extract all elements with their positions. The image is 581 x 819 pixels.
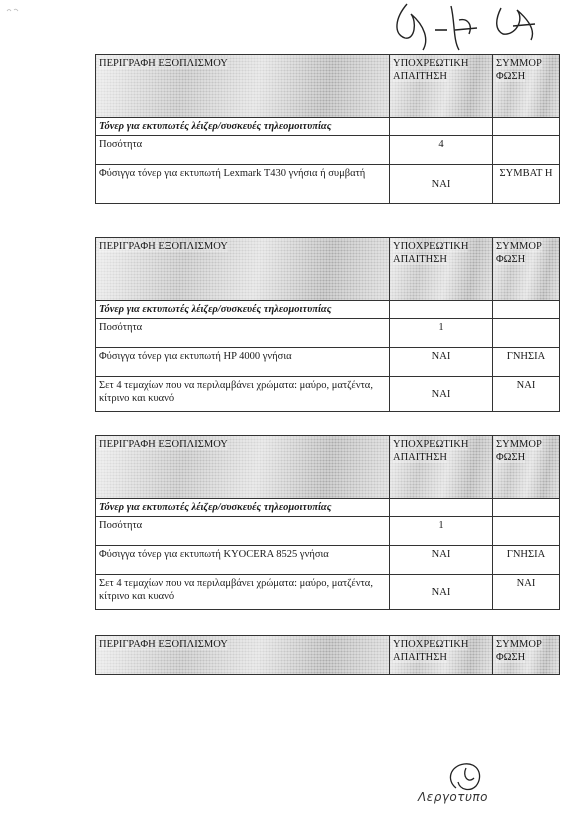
signature-initials-top [385,0,575,55]
header-requirement: ΥΠΟΧΡΕΩΤΙΚΗ ΑΠΑΙΤΗΣΗ [390,55,493,118]
equipment-table-4 [95,635,560,675]
row-compliance: ΣΥΜΒΑΤ Η [493,165,560,204]
row-description: Σετ 4 τεμαχίων που να περιλαμβάνει χρώματα: μαύρο, ματζέντα, κίτρινο και κυανό [96,377,390,412]
header-requirement: ΥΠΟΧΡΕΩΤΙΚΗ ΑΠΑΙΤΗΣΗ [390,436,493,499]
header-compliance: ΣΥΜΜΟΡ ΦΩΣΗ [493,636,560,675]
row-requirement: ΝΑΙ [390,546,493,575]
row-requirement: 4 [390,136,493,165]
row-requirement: ΝΑΙ [390,377,493,412]
row-requirement: ΝΑΙ [390,165,493,204]
section-title: Τόνερ για εκτυπωτές λέιζερ/συσκευές τηλεομοιτυπίας [96,499,390,517]
equipment-table-1 [95,54,560,204]
section-title: Τόνερ για εκτυπωτές λέιζερ/συσκευές τηλεομοιτυπίας [96,118,390,136]
header-description: ΠΕΡΙΓΡΑΦΗ ΕΞΟΠΛΙΣΜΟΥ [96,238,390,301]
margin-mark [6,6,20,16]
header-requirement: ΥΠΟΧΡΕΩΤΙΚΗ ΑΠΑΙΤΗΣΗ [390,238,493,301]
empty-cell [493,499,560,517]
row-description: Ποσότητα [96,517,390,546]
row-requirement: ΝΑΙ [390,348,493,377]
row-compliance: ΝΑΙ [493,575,560,610]
empty-cell [390,118,493,136]
row-compliance: ΓΝΗΣΙΑ [493,546,560,575]
equipment-table-2 [95,237,560,412]
empty-cell [493,301,560,319]
row-compliance: ΓΝΗΣΙΑ [493,348,560,377]
row-compliance [493,319,560,348]
row-description: Σετ 4 τεμαχίων που να περιλαμβάνει χρώματα: μαύρο, ματζέντα, κίτρινο και κυανό [96,575,390,610]
row-description: Φύσιγγα τόνερ για εκτυπωτή Lexmark T430 γνήσια ή συμβατή [96,165,390,204]
row-requirement: ΝΑΙ [390,575,493,610]
equipment-table-3 [95,435,560,610]
row-compliance: ΝΑΙ [493,377,560,412]
empty-cell [493,118,560,136]
signature-note: Λεργοτυπο [418,790,488,804]
header-compliance: ΣΥΜΜΟΡ ΦΩΣΗ [493,436,560,499]
empty-cell [390,301,493,319]
signature-bottom [440,760,500,794]
row-requirement: 1 [390,517,493,546]
header-description: ΠΕΡΙΓΡΑΦΗ ΕΞΟΠΛΙΣΜΟΥ [96,55,390,118]
row-compliance [493,136,560,165]
empty-cell [390,499,493,517]
header-description: ΠΕΡΙΓΡΑΦΗ ΕΞΟΠΛΙΣΜΟΥ [96,636,390,675]
header-description: ΠΕΡΙΓΡΑΦΗ ΕΞΟΠΛΙΣΜΟΥ [96,436,390,499]
header-compliance: ΣΥΜΜΟΡ ΦΩΣΗ [493,238,560,301]
row-compliance [493,517,560,546]
header-requirement: ΥΠΟΧΡΕΩΤΙΚΗ ΑΠΑΙΤΗΣΗ [390,636,493,675]
header-compliance: ΣΥΜΜΟΡ ΦΩΣΗ [493,55,560,118]
row-requirement: 1 [390,319,493,348]
row-description: Ποσότητα [96,136,390,165]
section-title: Τόνερ για εκτυπωτές λέιζερ/συσκευές τηλεομοιτυπίας [96,301,390,319]
row-description: Φύσιγγα τόνερ για εκτυπωτή HP 4000 γνήσια [96,348,390,377]
row-description: Φύσιγγα τόνερ για εκτυπωτή KYOCERA 8525 γνήσια [96,546,390,575]
row-description: Ποσότητα [96,319,390,348]
